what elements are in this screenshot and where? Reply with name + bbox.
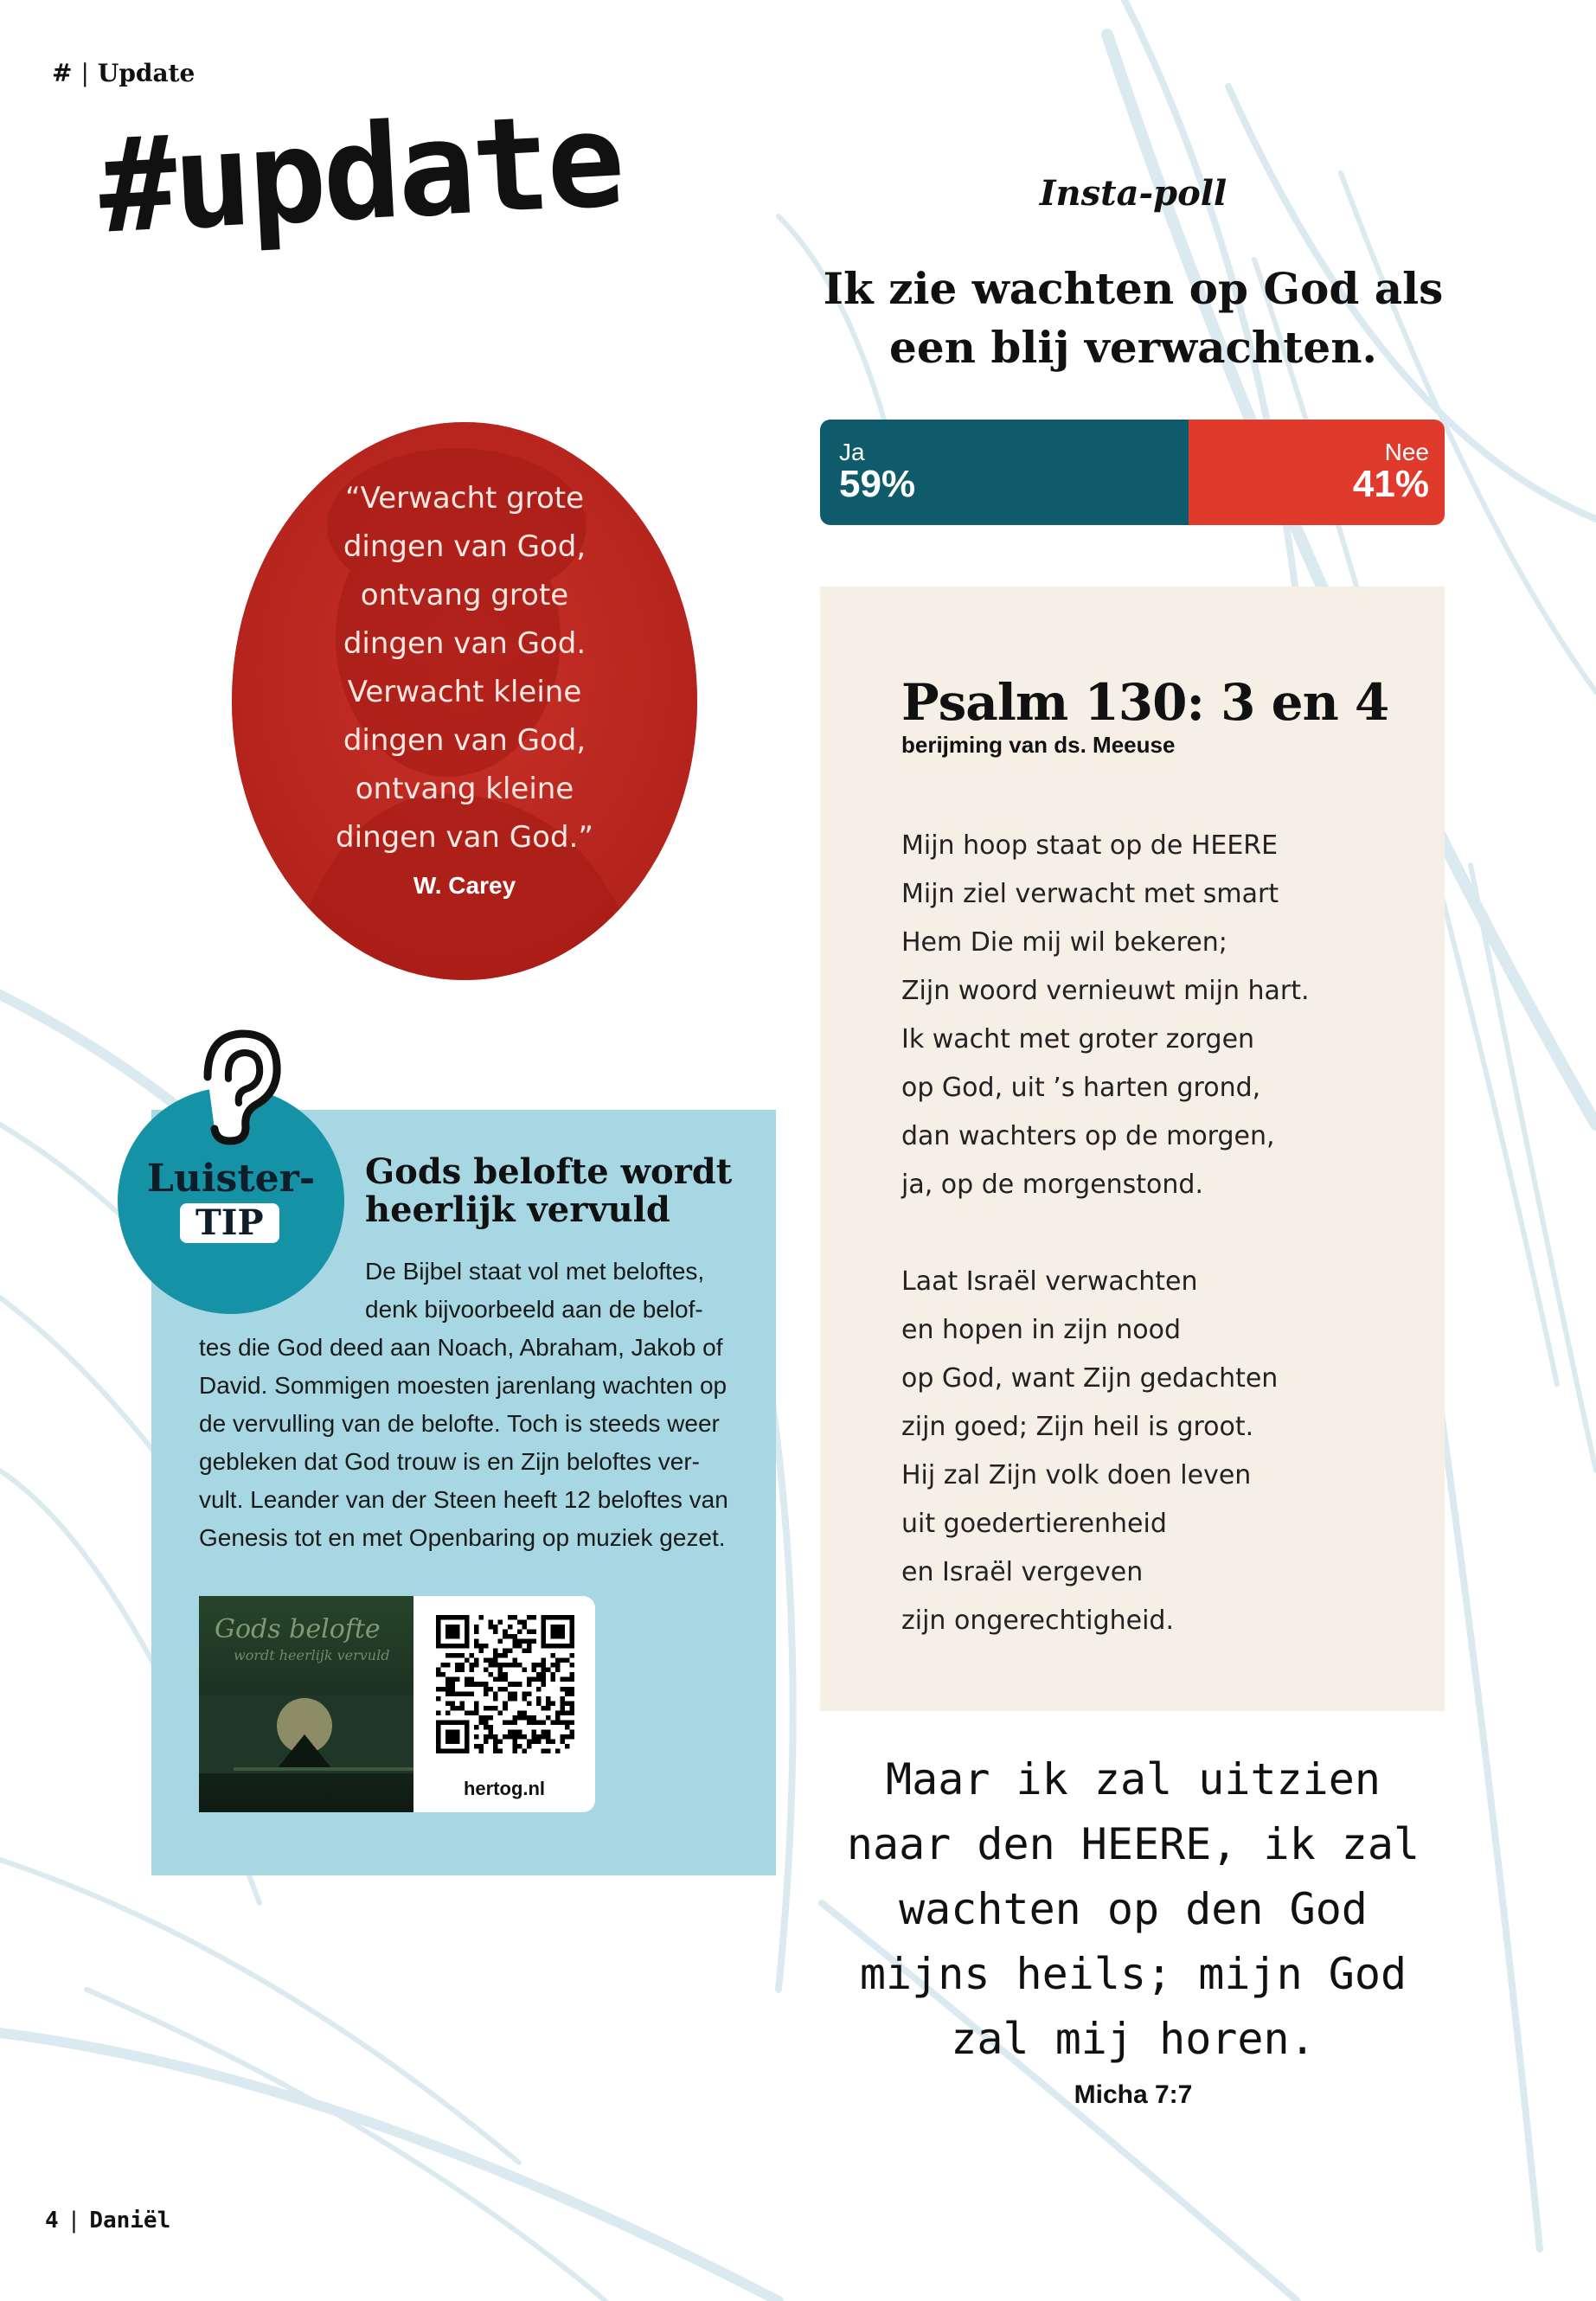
- section-breadcrumb: [52, 59, 195, 87]
- album-cover-image[interactable]: [199, 1596, 413, 1812]
- qr-url-label[interactable]: hertog.nl: [463, 1778, 546, 1799]
- psalm-line: en hopen in zijn nood: [901, 1315, 1182, 1345]
- quote-oval: [232, 422, 697, 980]
- psalm-line: ja, op de morgenstond.: [901, 1170, 1203, 1200]
- psalm-line: Ik wacht met groter zorgen: [901, 1024, 1255, 1054]
- verse-line: Maar ik zal uitzien: [886, 1754, 1381, 1804]
- tip-body-line: Genesis tot en met Openbaring op muziek gezet.: [199, 1524, 726, 1551]
- album-title: Gods belofte: [215, 1614, 381, 1644]
- quote-line: dingen van God,: [343, 529, 586, 564]
- quote-line: dingen van God,: [343, 723, 586, 758]
- poll-no-label: Nee: [1384, 439, 1429, 465]
- page-title: #update: [95, 85, 625, 263]
- psalm-stanza-2: [901, 1258, 1310, 1645]
- tip-body-line: vult. Leander van der Steen heeft 12 beloftes van: [199, 1486, 728, 1513]
- psalm-box: [820, 586, 1445, 1711]
- bible-verse: [822, 1747, 1445, 2072]
- qr-code[interactable]: [436, 1615, 574, 1753]
- poll-yes-label: Ja: [839, 439, 865, 465]
- psalm-text: [901, 822, 1310, 1645]
- quote-text: [232, 474, 697, 862]
- hash-mark: #: [52, 59, 73, 87]
- section-name: Update: [97, 59, 195, 87]
- quote-line: ontvang grote: [360, 578, 569, 612]
- poll-yes-segment: [820, 420, 1189, 525]
- verse-line: naar den HEERE, ik zal: [846, 1819, 1420, 1869]
- badge-label-luister: Luister-: [146, 1157, 316, 1201]
- badge-label-tip: TIP: [180, 1203, 279, 1243]
- poll-question: Ik zie wachten op God als een blij verwachten.: [823, 263, 1444, 373]
- quote-line: dingen van God.”: [336, 820, 593, 855]
- tip-body-line: De Bijbel staat vol met beloftes,: [365, 1258, 705, 1285]
- poll-no-segment: [1189, 420, 1445, 525]
- album-subtitle: wordt heerlijk vervuld: [234, 1647, 390, 1663]
- verse-line: zal mij horen.: [951, 2014, 1316, 2064]
- verse-line: mijns heils; mijn God: [859, 1949, 1407, 1999]
- psalm-line: zijn ongerechtigheid.: [901, 1606, 1174, 1636]
- psalm-line: Laat Israël verwachten: [901, 1266, 1198, 1297]
- ear-icon: [182, 1025, 285, 1146]
- psalm-line: Zijn woord vernieuwt mijn hart.: [901, 976, 1310, 1006]
- magazine-name: Daniël: [89, 2208, 171, 2234]
- psalm-subtitle: berijming van ds. Meeuse: [901, 732, 1176, 758]
- quote-line: “Verwacht grote: [344, 481, 585, 516]
- psalm-title: Psalm 130: 3 en 4: [901, 673, 1389, 732]
- quote-line: ontvang kleine: [355, 772, 574, 806]
- psalm-line: Mijn ziel verwacht met smart: [901, 879, 1279, 909]
- footer-separator: |: [67, 2208, 81, 2234]
- psalm-line: op God, want Zijn gedachten: [901, 1363, 1279, 1394]
- breadcrumb-separator: |: [80, 59, 89, 87]
- tip-body-line: David. Sommigen moesten jarenlang wachten op: [199, 1372, 727, 1399]
- tip-body-line: tes die God deed aan Noach, Abraham, Jakob of: [199, 1334, 723, 1361]
- tip-body-line: de vervulling van de belofte. Toch is steeds weer: [199, 1410, 720, 1437]
- quote-author: W. Carey: [413, 872, 516, 899]
- qr-card[interactable]: [413, 1596, 595, 1812]
- verse-line: wachten op den God: [899, 1884, 1368, 1934]
- psalm-line: uit goedertierenheid: [901, 1509, 1167, 1539]
- psalm-line: Hij zal Zijn volk doen leven: [901, 1460, 1252, 1490]
- tip-body-line: gebleken dat God trouw is en Zijn beloftes ver-: [199, 1448, 700, 1475]
- psalm-line: Hem Die mij wil bekeren;: [901, 927, 1227, 958]
- page-number: 4: [45, 2208, 59, 2234]
- poll-no-percent: 41%: [1352, 463, 1429, 505]
- quote-line: dingen van God.: [343, 626, 586, 661]
- psalm-stanza-1: [901, 822, 1310, 1209]
- page-footer: [45, 2208, 170, 2234]
- poll-result-bar: [820, 420, 1445, 525]
- poll-yes-percent: 59%: [839, 463, 916, 505]
- psalm-line: Mijn hoop staat op de HEERE: [901, 830, 1279, 861]
- verse-reference: Micha 7:7: [1074, 2080, 1193, 2109]
- tip-body-line: denk bijvoorbeeld aan de belof-: [365, 1296, 703, 1323]
- psalm-line: en Israël vergeven: [901, 1557, 1144, 1587]
- psalm-line: op God, uit ’s harten grond,: [901, 1073, 1261, 1103]
- tip-heading: Gods belofte wordt heerlijk vervuld: [365, 1151, 733, 1230]
- quote-line: Verwacht kleine: [347, 675, 582, 709]
- psalm-line: dan wachters op de morgen,: [901, 1121, 1275, 1151]
- poll-kicker: Insta-poll: [1039, 173, 1227, 214]
- psalm-line: zijn goed; Zijn heil is groot.: [901, 1412, 1254, 1442]
